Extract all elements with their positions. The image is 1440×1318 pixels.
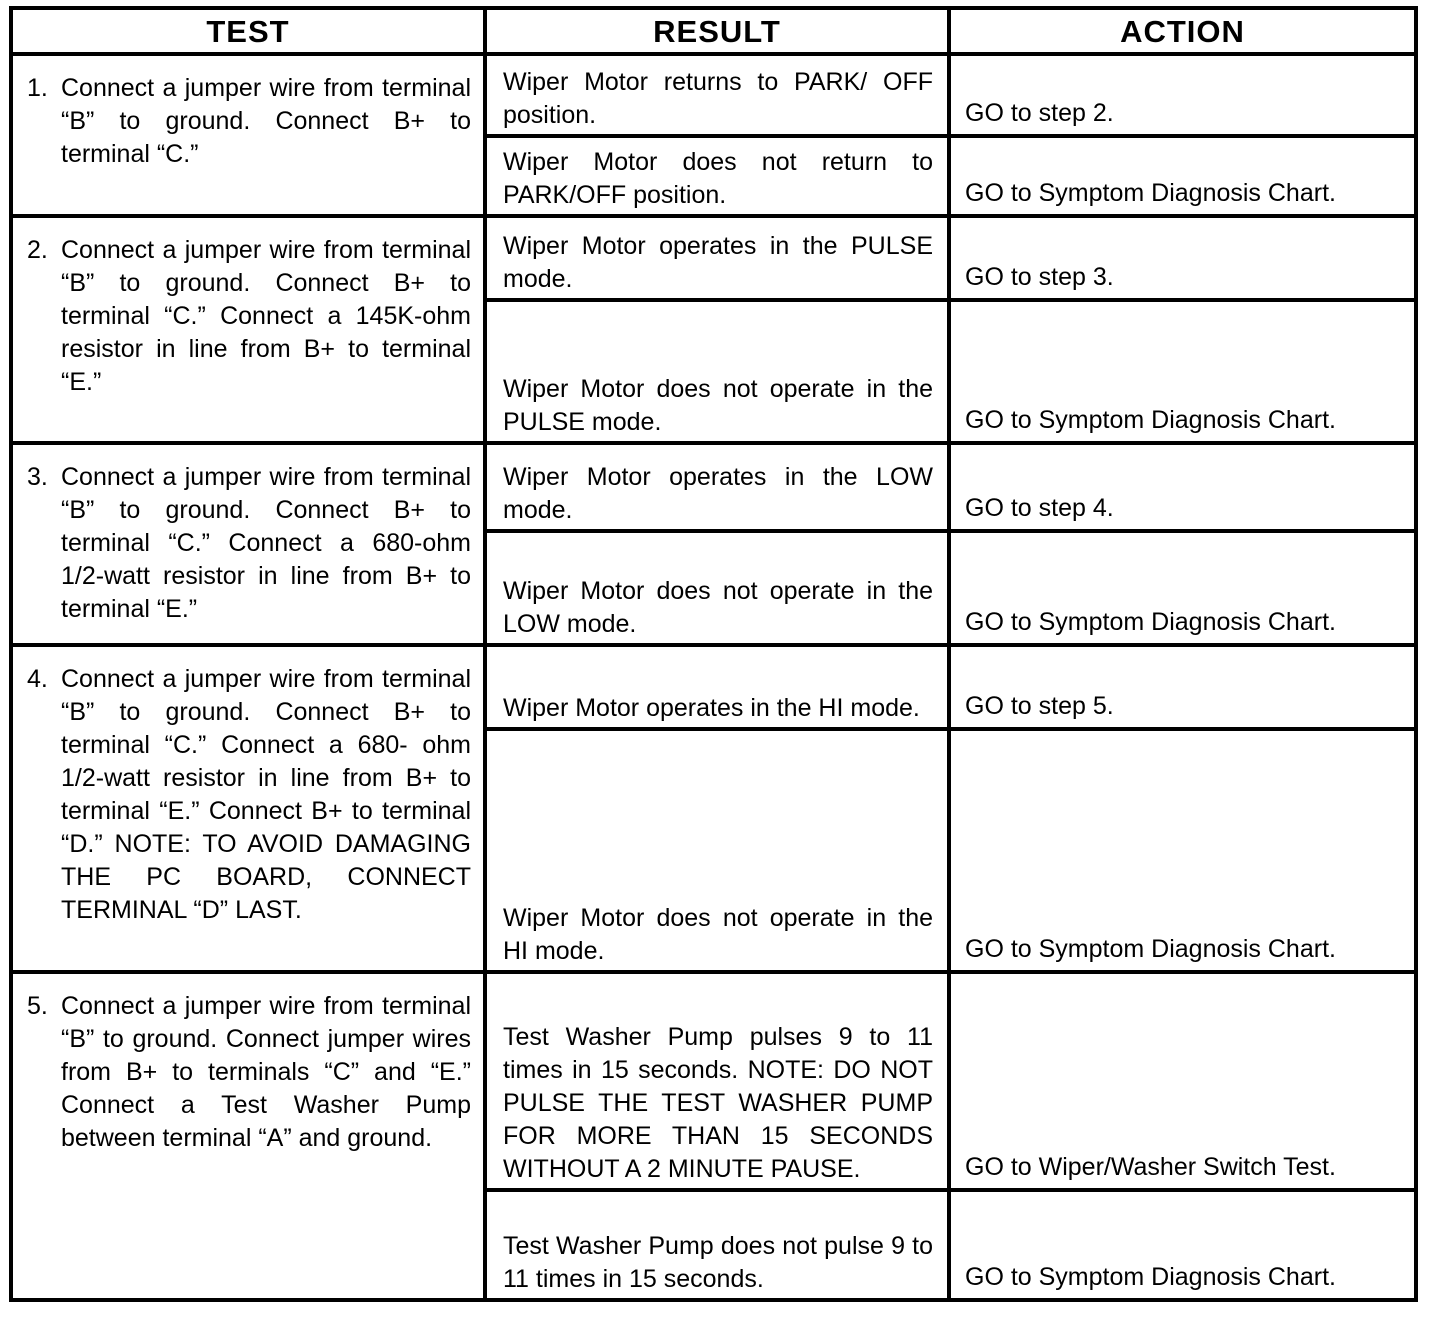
step-5-result-pass: Test Washer Pump pulses 9 to 11 times in 15 seconds. NOTE: DO NOT PULSE THE TEST WASHER PUMP FOR MORE THAN 15 SECONDS WITHOUT A 2 MINUTE PAUSE.	[485, 972, 949, 1190]
step-4-action-fail: GO to Symptom Diagnosis Chart.	[949, 729, 1416, 972]
test-description: Connect a jumper wire from terminal “B” to ground. Connect B+ to terminal “C.” Connect a 680-ohm 1/2-watt resistor in line from B+ to terminal “E.”	[61, 463, 471, 623]
header-action: ACTION	[949, 8, 1416, 54]
step-number: 1.	[27, 74, 48, 102]
step-2-test	[11, 216, 485, 443]
step-number: 4.	[27, 665, 48, 693]
step-5-action-fail: GO to Symptom Diagnosis Chart.	[949, 1190, 1416, 1300]
step-4-action-pass: GO to step 5.	[949, 645, 1416, 729]
step-3-action-fail: GO to Symptom Diagnosis Chart.	[949, 531, 1416, 645]
step-5-action-pass: GO to Wiper/Washer Switch Test.	[949, 972, 1416, 1190]
test-description: Connect a jumper wire from terminal “B” to ground. Connect B+ to terminal “C.” Connect a 145K-ohm resistor in line from B+ to terminal “E.”	[61, 236, 471, 396]
step-number: 5.	[27, 992, 48, 1020]
test-description: Connect a jumper wire from terminal “B” to ground. Connect B+ to terminal “C.”	[61, 74, 471, 168]
step-3-action-pass: GO to step 4.	[949, 443, 1416, 531]
step-number: 2.	[27, 236, 48, 264]
header-result: RESULT	[485, 8, 949, 54]
step-4-result-pass: Wiper Motor operates in the HI mode.	[485, 645, 949, 729]
step-2-action-fail: GO to Symptom Diagnosis Chart.	[949, 300, 1416, 443]
step-3-result-pass: Wiper Motor operates in the LOW mode.	[485, 443, 949, 531]
test-description: Connect a jumper wire from terminal “B” to ground. Connect jumper wires from B+ to terminals “C” and “E.” Connect a Test Washer Pump between terminal “A” and ground.	[61, 992, 471, 1152]
step-1-result-fail: Wiper Motor does not return to PARK/OFF position.	[485, 136, 949, 216]
step-1-row-a	[11, 54, 1416, 136]
diagnosis-table	[9, 6, 1418, 1302]
step-2-result-fail: Wiper Motor does not operate in the PULSE mode.	[485, 300, 949, 443]
step-2-result-pass: Wiper Motor operates in the PULSE mode.	[485, 216, 949, 300]
step-2-row-a	[11, 216, 1416, 300]
step-4-row-a	[11, 645, 1416, 729]
step-1-test	[11, 54, 485, 216]
test-description: Connect a jumper wire from terminal “B” to ground. Connect B+ to terminal “C.” Connect a 680- ohm 1/2-watt resistor in line from B+ to terminal “E.” Connect B+ to terminal “D.” NOTE: TO AVOID DAMAGING THE PC BOARD, CONNECT TERMINAL “D” LAST.	[61, 665, 471, 924]
header-row	[11, 8, 1416, 54]
header-test: TEST	[11, 8, 485, 54]
step-4-result-fail: Wiper Motor does not operate in the HI mode.	[485, 729, 949, 972]
step-4-test	[11, 645, 485, 972]
step-2-action-pass: GO to step 3.	[949, 216, 1416, 300]
step-5-row-a	[11, 972, 1416, 1190]
step-1-action-pass: GO to step 2.	[949, 54, 1416, 136]
step-1-action-fail: GO to Symptom Diagnosis Chart.	[949, 136, 1416, 216]
step-3-test	[11, 443, 485, 645]
step-3-result-fail: Wiper Motor does not operate in the LOW mode.	[485, 531, 949, 645]
step-3-row-a	[11, 443, 1416, 531]
step-number: 3.	[27, 463, 48, 491]
step-1-result-pass: Wiper Motor returns to PARK/ OFF position.	[485, 54, 949, 136]
step-5-result-fail: Test Washer Pump does not pulse 9 to 11 times in 15 seconds.	[485, 1190, 949, 1300]
step-5-test	[11, 972, 485, 1300]
